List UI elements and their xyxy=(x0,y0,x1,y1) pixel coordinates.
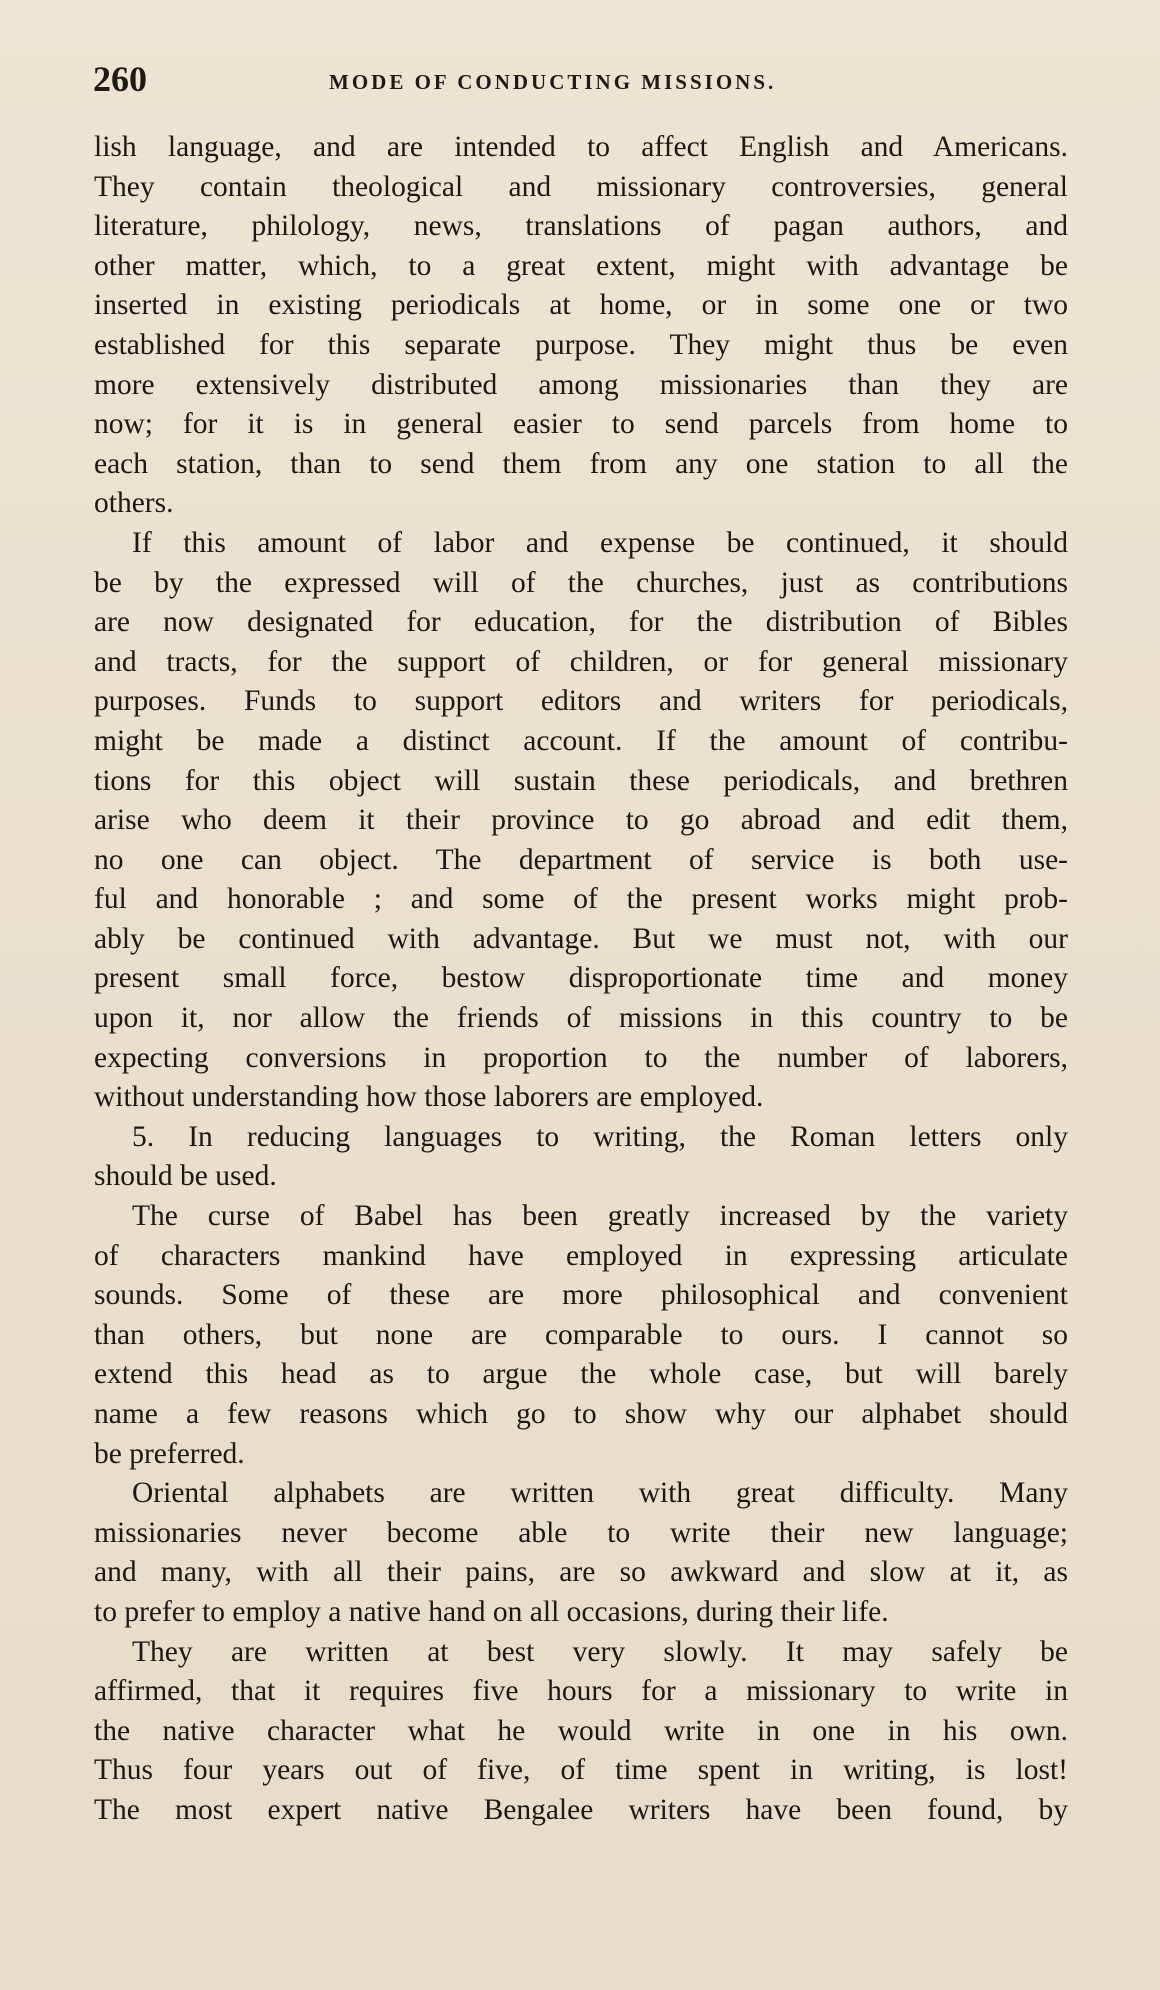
text-line: are now designated for education, for the distribution of Bibles xyxy=(94,606,1068,639)
text-line: purposes. Funds to support editors and writers for periodicals, xyxy=(94,685,1068,718)
text-line: ful and honorable ; and some of the present works might prob- xyxy=(94,883,1068,916)
text-line: be preferred. xyxy=(94,1437,245,1470)
page-header xyxy=(93,58,1083,108)
body-text xyxy=(94,128,1068,1831)
text-line: established for this separate purpose. They might thus be even xyxy=(94,328,1068,361)
text-line: inserted in existing periodicals at home, or in some one or two xyxy=(94,289,1068,322)
text-line: no one can object. The department of service is both use- xyxy=(94,843,1068,876)
text-line: The most expert native Bengalee writers have been found, by xyxy=(94,1793,1068,1826)
text-line: Oriental alphabets are written with great difficulty. Many xyxy=(132,1477,1068,1510)
page-number: 260 xyxy=(93,59,147,99)
text-line: tions for this object will sustain these periodicals, and brethren xyxy=(94,764,1068,797)
text-line: expecting conversions in proportion to the number of laborers, xyxy=(94,1041,1068,1074)
text-line: of characters mankind have employed in expressing articulate xyxy=(94,1239,1068,1272)
text-line: literature, philology, news, translations of pagan authors, and xyxy=(94,210,1068,243)
text-line: arise who deem it their province to go abroad and edit them, xyxy=(94,804,1068,837)
text-line: than others, but none are comparable to ours. I cannot so xyxy=(94,1318,1068,1351)
text-line: to prefer to employ a native hand on all occasions, during their life. xyxy=(94,1595,889,1628)
text-line: sounds. Some of these are more philosophical and convenient xyxy=(94,1279,1068,1312)
text-line: other matter, which, to a great extent, might with advantage be xyxy=(94,249,1068,282)
text-line: present small force, bestow disproportionate time and money xyxy=(94,962,1068,995)
text-line: They contain theological and missionary controversies, general xyxy=(94,170,1068,203)
text-line: extend this head as to argue the whole case, but will barely xyxy=(94,1358,1068,1391)
text-line: name a few reasons which go to show why our alphabet should xyxy=(94,1398,1068,1430)
text-line: lish language, and are intended to affect English and Americans. xyxy=(94,131,1068,163)
text-line: The curse of Babel has been greatly increased by the variety xyxy=(132,1200,1068,1233)
text-line: might be made a distinct account. If the amount of contribu- xyxy=(94,724,1068,757)
text-line: If this amount of labor and expense be continued, it should xyxy=(132,526,1068,559)
text-line: affirmed, that it requires five hours for a missionary to write in xyxy=(94,1675,1068,1708)
text-line: upon it, nor allow the friends of missions in this country to be xyxy=(94,1002,1068,1035)
text-line: 5. In reducing languages to writing, the Roman letters only xyxy=(132,1120,1068,1153)
text-line: They are written at best very slowly. It may safely be xyxy=(132,1635,1068,1668)
text-line: each station, than to send them from any one station to all the xyxy=(94,447,1068,480)
text-line: and many, with all their pains, are so awkward and slow at it, as xyxy=(94,1556,1068,1589)
text-line: without understanding how those laborers are employed. xyxy=(94,1081,764,1114)
text-line: the native character what he would write in one in his own. xyxy=(94,1714,1068,1747)
text-line: now; for it is in general easier to send parcels from home to xyxy=(94,408,1068,441)
running-head: MODE OF CONDUCTING MISSIONS. xyxy=(329,70,777,94)
text-line: more extensively distributed among missionaries than they are xyxy=(94,368,1068,401)
text-line: others. xyxy=(94,487,174,520)
text-line: Thus four years out of five, of time spent in writing, is lost! xyxy=(94,1754,1068,1787)
text-line: be by the expressed will of the churches, just as contributions xyxy=(94,566,1068,599)
text-line: and tracts, for the support of children, or for general missionary xyxy=(94,645,1068,678)
text-line: should be used. xyxy=(94,1160,277,1193)
text-line: missionaries never become able to write their new language; xyxy=(94,1516,1068,1549)
text-line: ably be continued with advantage. But we must not, with our xyxy=(94,922,1068,955)
